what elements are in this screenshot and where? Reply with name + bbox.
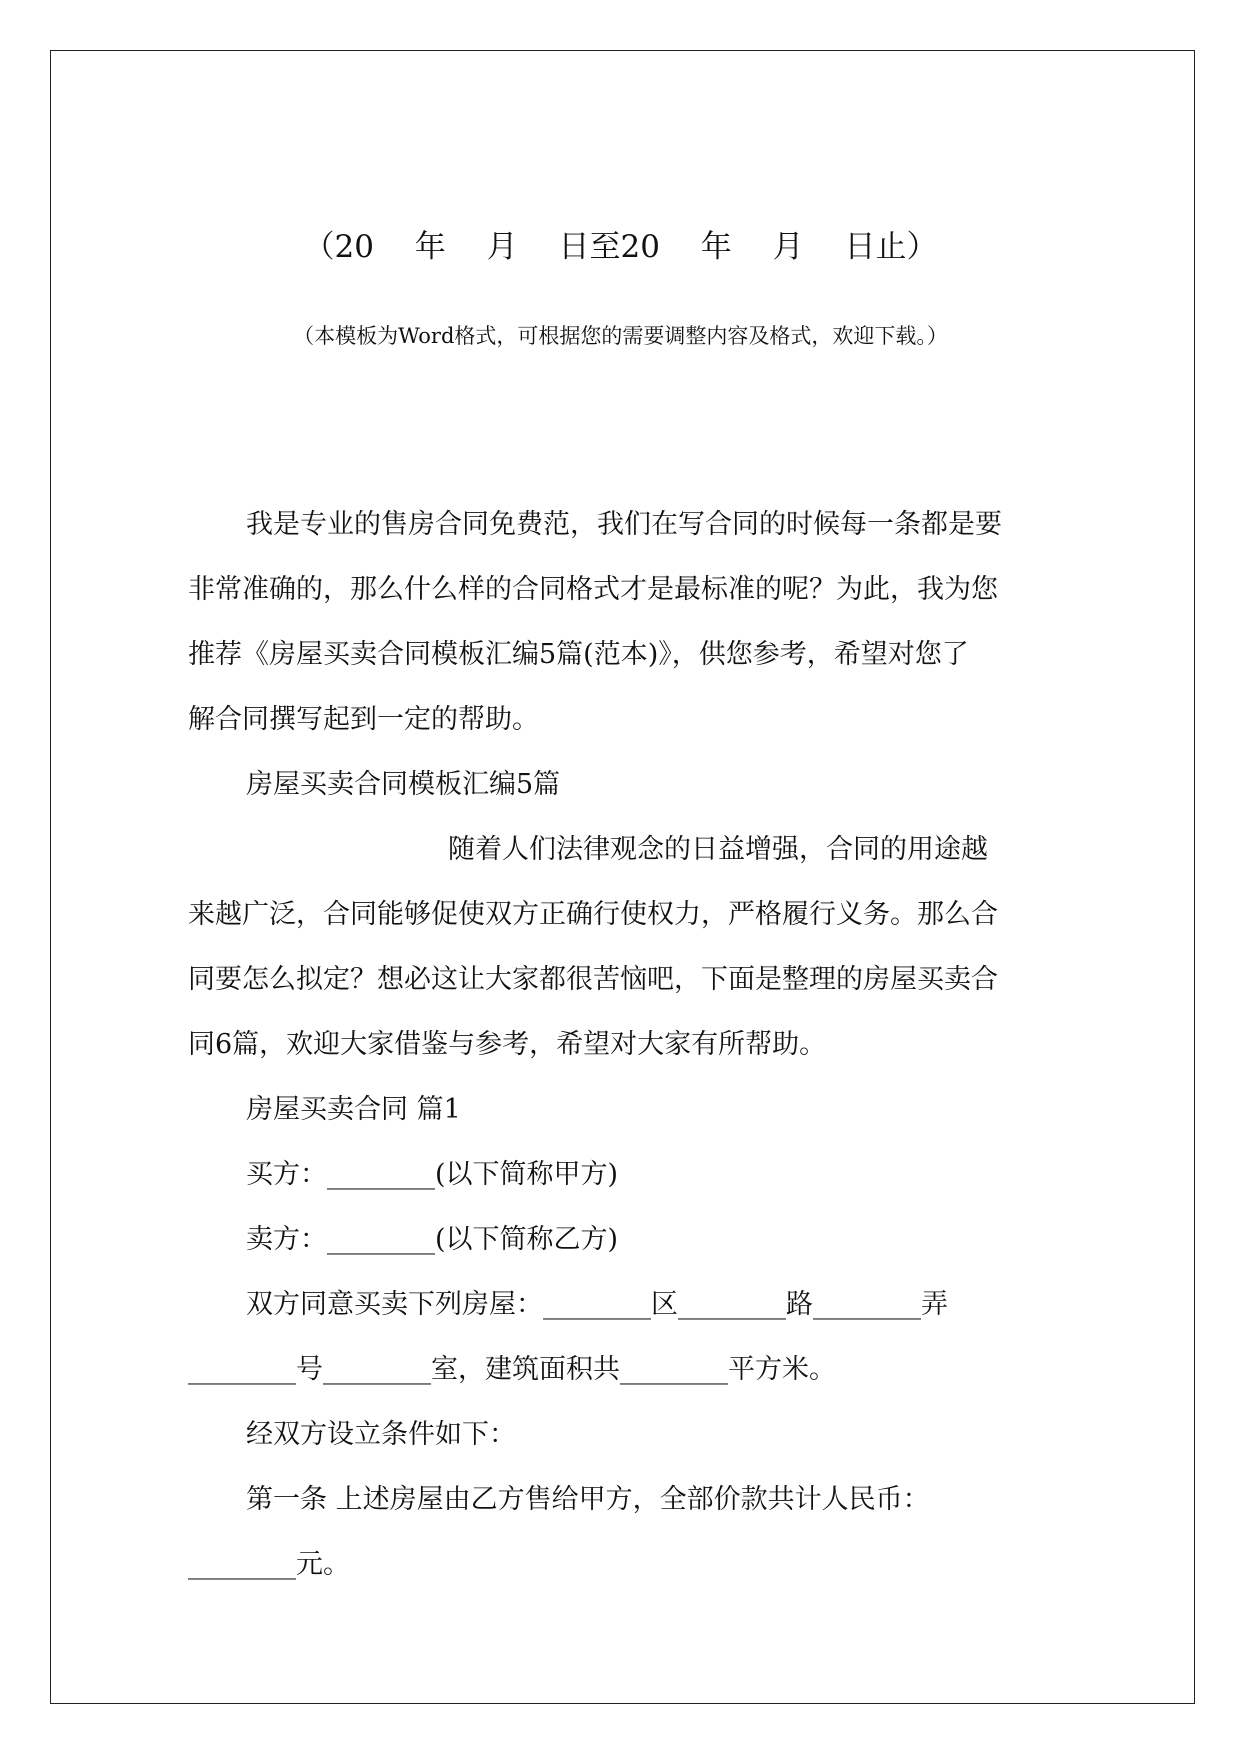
article-1-line: ________元。 (188, 1549, 350, 1580)
property-paragraph-continued (188, 1337, 1056, 1402)
seller-line: 卖方：________(以下简称乙方) (246, 1224, 619, 1255)
preface-line: 同要怎么拟定？想必这让大家都很苦恼吧，下面是整理的房屋买卖合 (188, 964, 998, 995)
intro-line: 解合同撰写起到一定的帮助。 (188, 704, 539, 735)
preface-line: 同6篇，欢迎大家借鉴与参考，希望对大家有所帮助。 (188, 1029, 827, 1060)
intro-paragraph-continued (188, 557, 1056, 752)
property-line: ________号________室，建筑面积共________平方米。 (188, 1354, 836, 1385)
document-body (188, 492, 1056, 1597)
intro-line: 推荐《房屋买卖合同模板汇编5篇(范本)》，供您参考，希望对您了 (188, 639, 969, 670)
article-1-line: 第一条 上述房屋由乙方售给甲方，全部价款共计人民币： (246, 1484, 930, 1515)
preface-paragraph (188, 817, 1056, 882)
conditions-line: 经双方设立条件如下： (246, 1419, 516, 1450)
preface-paragraph-continued (188, 882, 1056, 1077)
buyer-line: 买方：________(以下简称甲方) (246, 1159, 619, 1190)
intro-line: 我是专业的售房合同免费范，我们在写合同的时候每一条都是要 (246, 509, 1002, 540)
intro-line: 非常准确的，那么什么样的合同格式才是最标准的呢？为此，我为您 (188, 574, 998, 605)
contract-title: 房屋买卖合同 篇1 (246, 1094, 461, 1125)
property-line: 双方同意买卖下列房屋：________区________路________弄 (246, 1289, 948, 1320)
preface-line: 来越广泛，合同能够促使双方正确行使权力，严格履行义务。那么合 (188, 899, 998, 930)
property-paragraph (188, 1272, 1056, 1337)
collection-subtitle: 房屋买卖合同模板汇编5篇 (246, 769, 561, 800)
date-range-header: （20 年 月 日至20 年 月 日止） (303, 229, 938, 265)
article-1-paragraph (188, 1467, 1056, 1532)
preface-line: 随着人们法律观念的日益增强，合同的用途越 (448, 834, 988, 865)
intro-paragraph (188, 492, 1056, 557)
template-note: （本模板为Word格式，可根据您的需要调整内容及格式，欢迎下载。） (293, 324, 948, 348)
article-1-paragraph-continued (188, 1532, 1056, 1597)
